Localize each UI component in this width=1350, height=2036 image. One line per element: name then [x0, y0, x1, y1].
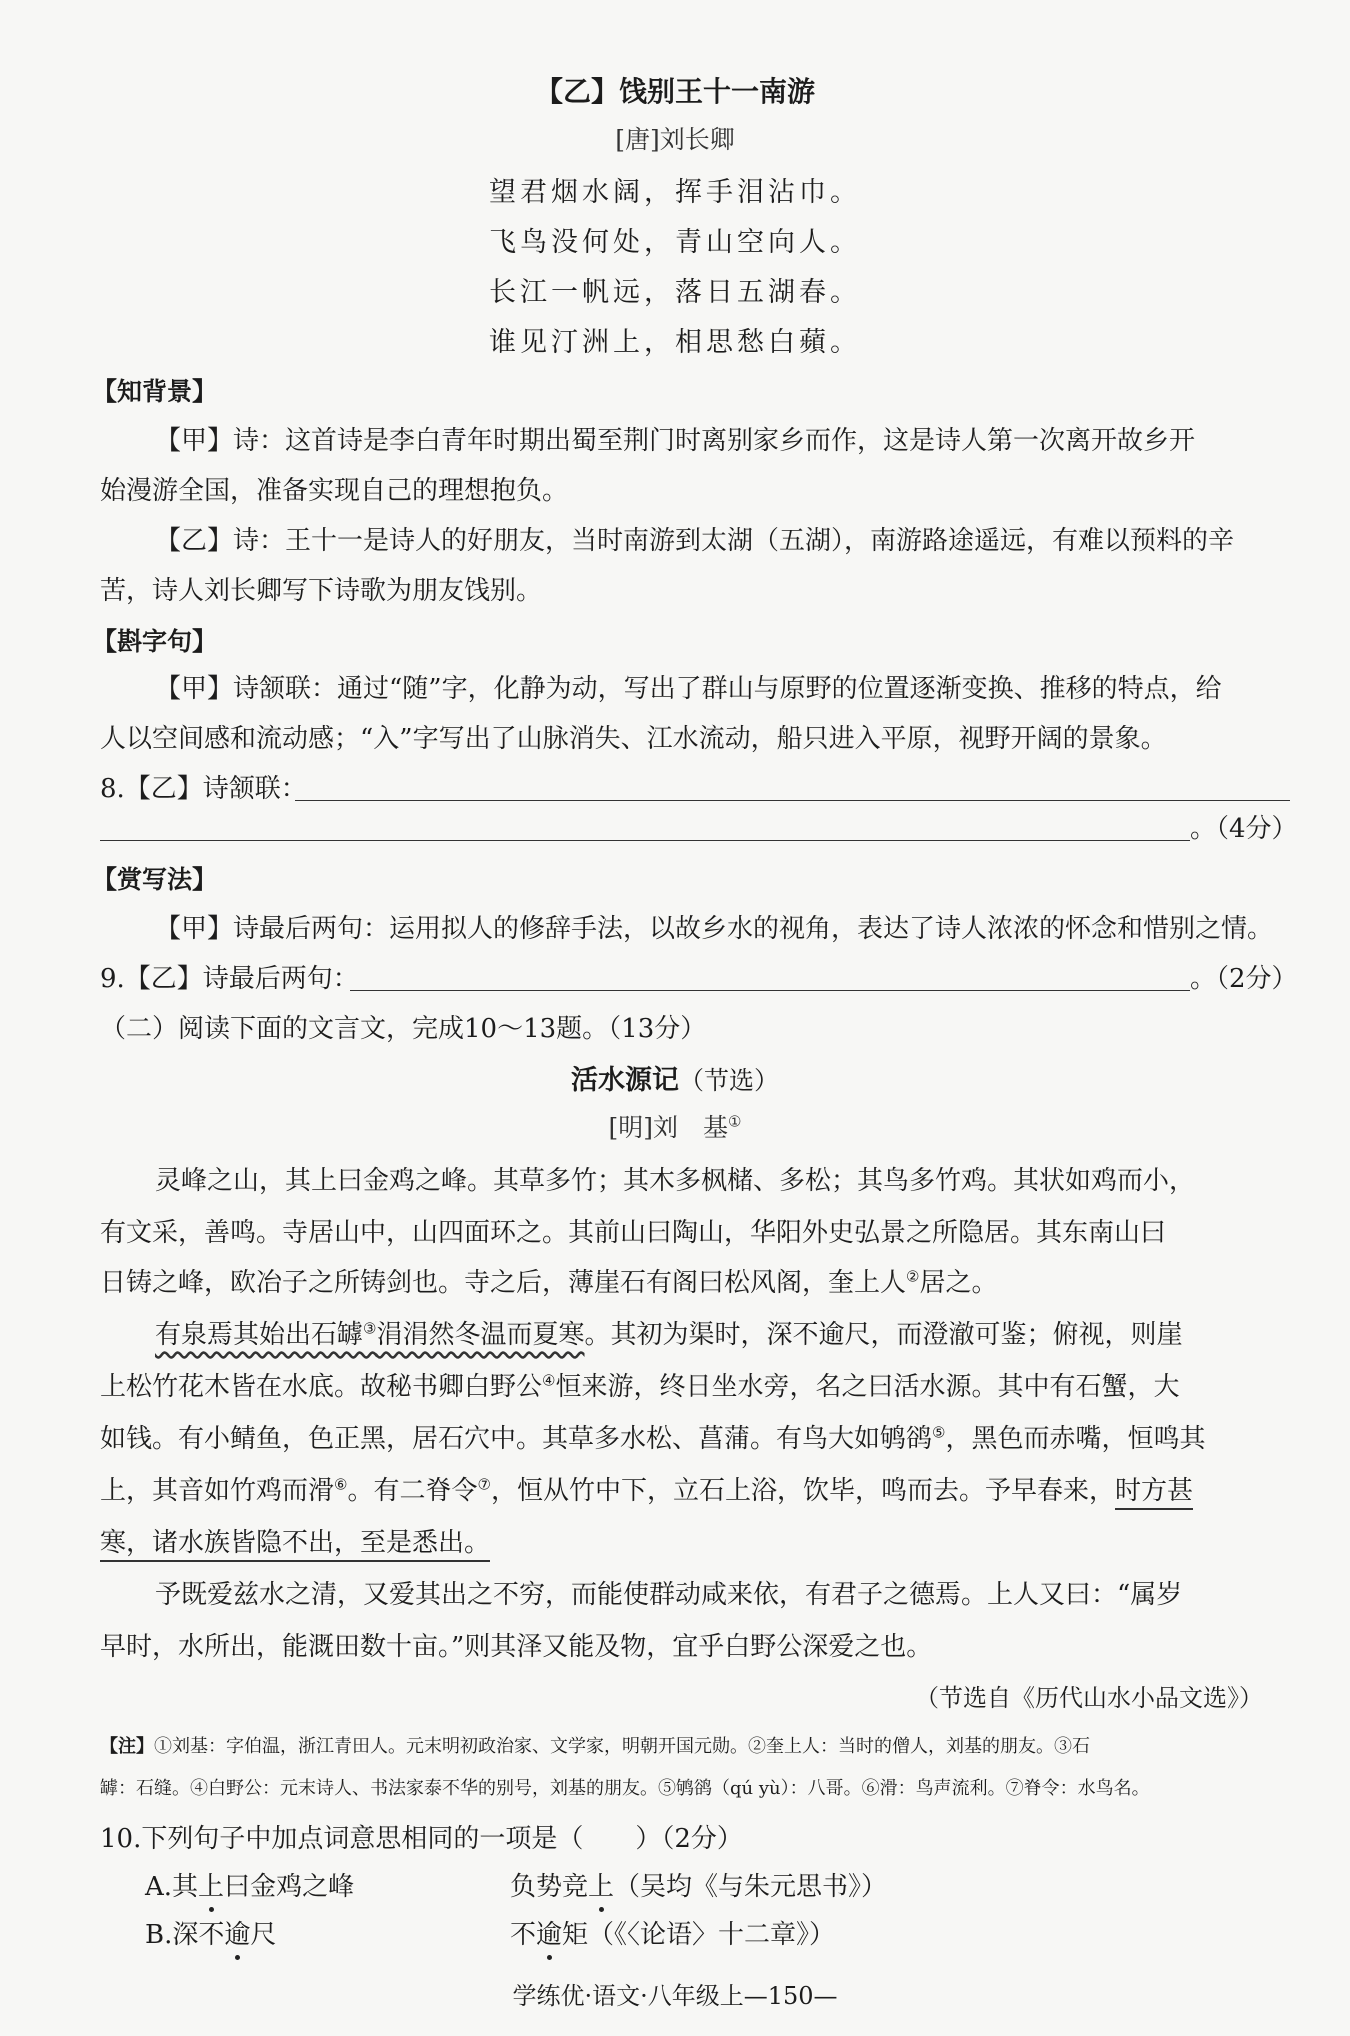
answer-line-8a[interactable]	[295, 800, 1290, 801]
essay-line	[100, 1522, 490, 1559]
underlined-sentence: 寒，诸水族皆隐不出，至是悉出。	[100, 1528, 490, 1562]
poem-line: 长江一帆远，落日五湖春。	[489, 277, 861, 308]
words-jia-line: 人以空间感和流动感；“入”字写出了山脉消失、江水流动，船只进入平原，视野开阔的景象。	[100, 724, 1167, 754]
essay-line	[100, 1262, 997, 1299]
footnote-marker: ④	[542, 1371, 556, 1390]
answer-line-9[interactable]	[350, 990, 1190, 991]
essay-line	[100, 1418, 1205, 1455]
underlined-sentence: 时方甚	[1115, 1476, 1193, 1510]
essay-line: 灵峰之山，其上曰金鸡之峰。其草多竹；其木多枫槠、多松；其鸟多竹鸡。其状如鸡而小，	[155, 1166, 1196, 1196]
poem-line: 望君烟水阔，挥手泪沾巾。	[489, 177, 861, 208]
essay-text: 。其初为渠时，深不逾尺，而澄澈可鉴；俯视，则崖	[584, 1320, 1183, 1350]
option-text: 不	[510, 1920, 537, 1950]
option-text: 矩（《〈论语〉十二章》）	[562, 1920, 836, 1950]
background-jia-line: 始漫游全国，准备实现自己的理想抱负。	[100, 476, 569, 506]
essay-line: 早时，水所出，能溉田数十亩。”则其泽又能及物，宜乎白野公深爱之也。	[100, 1632, 933, 1662]
footnote-marker: ②	[906, 1267, 920, 1286]
wavy-underlined-sentence	[155, 1320, 584, 1350]
footnote-marker: ③	[363, 1319, 377, 1338]
dotted-word: 逾	[224, 1920, 251, 1950]
essay-line	[155, 1314, 1183, 1351]
notes-text: ①刘基：字伯温，浙江青田人。元末明初政治家、文学家，明朝开国元勋。②奎上人：当时的僧人，刘基的朋友。③石	[154, 1736, 1090, 1757]
question-10-stem: 10.下列句子中加点词意思相同的一项是（ ）（2分）	[100, 1824, 743, 1854]
section-heading-words: 【斟字句】	[92, 627, 218, 656]
option-b[interactable]	[145, 1914, 276, 1951]
answer-line-8b[interactable]	[100, 840, 1190, 841]
section-heading-background: 【知背景】	[92, 377, 218, 406]
part2-intro: （二）阅读下面的文言文，完成10～13题。（13分）	[100, 1014, 707, 1044]
dotted-word: 逾	[536, 1920, 563, 1950]
dotted-word: 上	[588, 1872, 615, 1902]
page-footer: 学练优·语文·八年级上—150—	[512, 1982, 838, 2010]
essay-text: 居之。	[919, 1268, 998, 1298]
essay-text: ，黑色而赤嘴，恒鸣其	[945, 1424, 1206, 1454]
poem-title: 【乙】饯别王十一南游	[534, 75, 815, 108]
essay-source: （节选自《历代山水小品文选》）	[915, 1684, 1263, 1712]
essay-line: 有文采，善鸣。寺居山中，山四面环之。其前山曰陶山，华阳外史弘景之所隐居。其东南山曰	[100, 1218, 1167, 1248]
essay-author-row	[0, 1108, 1350, 1144]
footnote-marker: ⑥	[334, 1475, 348, 1494]
essay-title-row	[0, 1058, 1350, 1097]
essay-text: ，恒从竹中下，立石上浴，饮毕，鸣而去。予早春来，	[490, 1476, 1115, 1506]
option-text: （吴均《与朱元思书》）	[614, 1872, 888, 1902]
question-9-label: 9.【乙】诗最后两句：	[100, 964, 359, 994]
option-text: A.其	[145, 1872, 199, 1902]
essay-line	[100, 1470, 1193, 1507]
essay-text: 日铸之峰，欧冶子之所铸剑也。寺之后，薄崖石有阁曰松风阁，奎上人	[100, 1268, 907, 1298]
essay-line	[100, 1366, 1179, 1403]
essay-text: 有泉焉其始出石罅	[155, 1320, 364, 1350]
essay-author: [明]刘 基	[608, 1113, 729, 1142]
essay-title: 活水源记	[570, 1065, 679, 1096]
section-heading-method: 【赏写法】	[92, 865, 218, 894]
essay-text: 上，其音如竹鸡而滑	[100, 1476, 335, 1506]
option-text: 尺	[250, 1920, 277, 1950]
option-text: 曰金鸡之峰	[224, 1872, 355, 1902]
option-text: B.深不	[145, 1920, 225, 1950]
words-jia-line: 【甲】诗颔联：通过“随”字，化静为动，写出了群山与原野的位置逐渐变换、推移的特点，给	[155, 674, 1222, 704]
question-9-score: 。（2分）	[1190, 964, 1298, 994]
essay-text: 恒来游，终日坐水旁，名之曰活水源。其中有石蟹，大	[555, 1372, 1180, 1402]
notes-line: 罅：石缝。④白野公：元末诗人、书法家泰不华的别号，刘基的朋友。⑤鸲鹆（qú yù）：八哥。⑥滑：鸟声流利。⑦脊令：水鸟名。	[100, 1778, 1150, 1799]
footnote-marker: ①	[728, 1112, 742, 1131]
poem-author: [唐]刘长卿	[615, 125, 735, 154]
background-yi-line: 苦，诗人刘长卿写下诗歌为朋友饯别。	[100, 576, 543, 606]
dotted-word: 上	[198, 1872, 225, 1902]
option-text: 负势竞	[510, 1872, 589, 1902]
notes-label: 【注】	[100, 1736, 154, 1757]
background-yi-line: 【乙】诗：王十一是诗人的好朋友，当时南游到太湖（五湖），南游路途遥远，有难以预料的辛	[155, 526, 1235, 556]
essay-text: 涓涓然冬温而夏寒	[376, 1320, 585, 1350]
essay-title-note: （节选）	[678, 1066, 779, 1095]
footnote-marker: ⑦	[477, 1475, 491, 1494]
footnote-marker: ⑤	[932, 1423, 946, 1442]
essay-line: 予既爱兹水之清，又爱其出之不穷，而能使群动咸来依，有君子之德焉。上人又曰：“属岁	[155, 1580, 1183, 1610]
essay-text: 如钱。有小鲭鱼，色正黑，居石穴中。其草多水松、菖蒲。有鸟大如鸲鹆	[100, 1424, 933, 1454]
poem-line: 飞鸟没何处，青山空向人。	[489, 227, 861, 258]
poem-line: 谁见汀洲上，相思愁白蘋。	[489, 327, 861, 358]
question-8-label: 8.【乙】诗颔联：	[100, 774, 307, 804]
notes-line	[100, 1732, 1090, 1758]
essay-text: 。有二脊令	[347, 1476, 478, 1506]
option-a-reference	[510, 1866, 887, 1903]
background-jia-line: 【甲】诗：这首诗是李白青年时期出蜀至荆门时离别家乡而作，这是诗人第一次离开故乡开	[155, 426, 1196, 456]
option-b-reference	[510, 1914, 835, 1951]
method-jia-line: 【甲】诗最后两句：运用拟人的修辞手法，以故乡水的视角，表达了诗人浓浓的怀念和惜别之情。	[155, 914, 1274, 944]
question-8-score: 。（4分）	[1190, 814, 1298, 844]
essay-text: 上松竹花木皆在水底。故秘书卿白野公	[100, 1372, 543, 1402]
option-a[interactable]	[145, 1866, 354, 1903]
